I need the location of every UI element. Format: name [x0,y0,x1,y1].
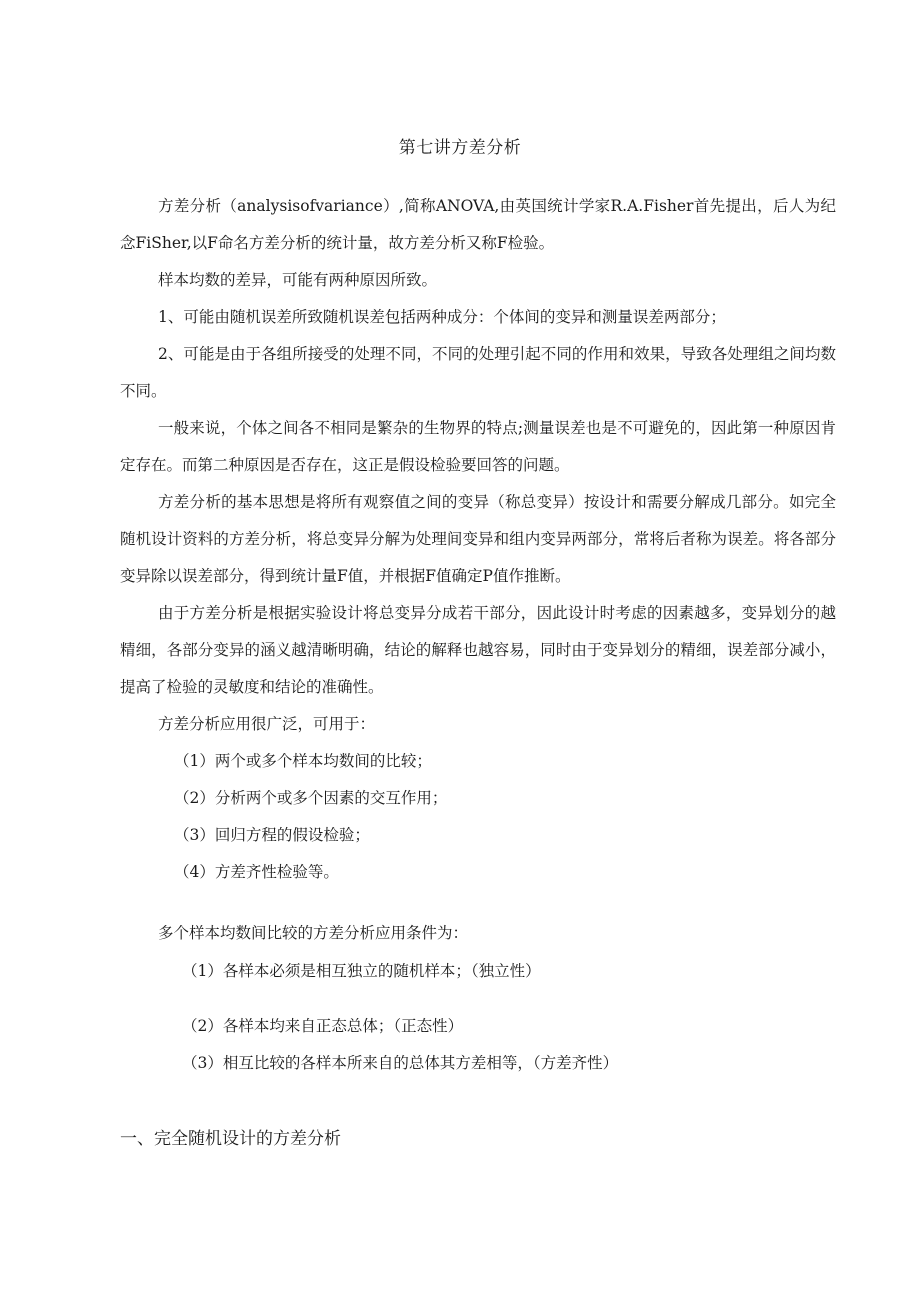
conditions-intro: 多个样本均数间比较的方差分析应用条件为： [158,924,469,942]
conditions-block [120,915,836,952]
paragraph-difference-causes: 样本均数的差异，可能有两种原因所致。 [158,271,438,289]
paragraph-cause-2: 2、可能是由于各组所接受的处理不同，不同的处理引起不同的作用和效果，导致各处理组之间均数不同。 [120,345,836,400]
condition-row-3 [120,1045,836,1082]
use-item-3: （3）回归方程的假设检验； [174,826,370,844]
intro-block [120,188,836,891]
use-item-2: （2）分析两个或多个因素的交互作用； [174,789,448,807]
condition-row-2 [120,1008,836,1045]
paragraph-design: 由于方差分析是根据实验设计将总变异分成若干部分，因此设计时考虑的因素越多，变异划分的越精细，各部分变异的涵义越清晰明确，结论的解释也越容易，同时由于变异划分的精细，误差部分减小，提高了检验的灵敏度和结论的准确性。 [120,604,836,696]
document-title: 第七讲方差分析 [398,138,522,158]
paragraph-general: 一般来说，个体之间各不相同是繁杂的生物界的特点;测量误差也是不可避免的，因此第一种原因肯定存在。而第二种原因是否存在，这正是假设检验要回答的问题。 [120,419,836,474]
paragraph-cause-1: 1、可能由随机误差所致随机误差包括两种成分：个体间的变异和测量误差两部分； [158,308,726,326]
use-item-1: （1）两个或多个样本均数间的比较； [174,752,432,770]
condition-item-2: （2）各样本均来自正态总体；（正态性） [182,1017,464,1035]
condition-item-3: （3）相互比较的各样本所来自的总体其方差相等，（方差齐性） [182,1054,619,1072]
paragraph-anova-definition: 方差分析（analysisofvariance）,简称ANOVA,由英国统计学家R.A.Fisher首先提出，后人为纪念FiSher,以F命名方差分析的统计量，故方差分析又称F检验。 [120,197,836,252]
condition-item-1: （1）各样本必须是相互独立的随机样本；（独立性） [182,962,541,980]
paragraph-basic-idea: 方差分析的基本思想是将所有观察值之间的变异（称总变异）按设计和需要分解成几部分。如完全随机设计资料的方差分析，将总变异分解为处理间变异和组内变异两部分，常将后者称为误差。将各部分变异除以误差部分，得到统计量F值，并根据F值确定P值作推断。 [120,493,836,585]
condition-row-1 [120,953,836,990]
use-item-4: （4）方差齐性检验等。 [174,863,339,881]
section-heading: 一、完全随机设计的方差分析 [120,1129,341,1149]
paragraph-uses-intro: 方差分析应用很广泛，可用于： [158,715,376,733]
